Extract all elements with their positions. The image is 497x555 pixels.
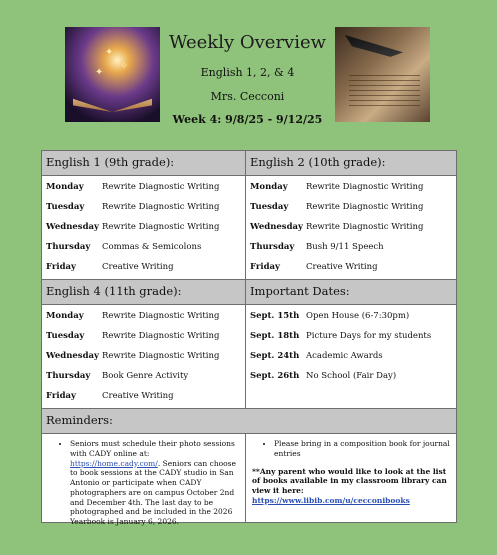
page-title: Weekly Overview <box>168 32 327 53</box>
open-book-shape <box>73 90 152 112</box>
reminders-row <box>42 433 456 526</box>
week-range: Week 4: 9/8/25 - 9/12/25 <box>172 113 323 126</box>
list-item: • Seniors must schedule their photo sessions with CADY online at: https://home.cady.com/. Seniors can choose to book sessions at the CADY studio in San Antonio or participate when CADY photographers are on campus October 2nd and December 4th. The last day to be photographed and be included in the 2026 Yearbook is January 6, 2026. <box>70 439 239 527</box>
list-item: Monday Rewrite Diagnostic Writing <box>250 182 424 192</box>
quill-book-image <box>335 27 430 122</box>
list-item: Monday Rewrite Diagnostic Writing <box>46 182 220 192</box>
magic-book-image <box>65 27 160 122</box>
reminder-list <box>48 439 239 527</box>
english2-heading: English 2 (10th grade): <box>246 151 456 175</box>
list-item: Tuesday Rewrite Diagnostic Writing <box>46 331 220 341</box>
schedule-table <box>41 150 457 526</box>
sparkle-icon: ✦ <box>95 67 104 78</box>
sparkle-icon: ✦ <box>105 47 114 58</box>
list-item: Wednesday Rewrite Diagnostic Writing <box>46 222 220 232</box>
list-item: Thursday Book Genre Activity <box>46 371 189 381</box>
list-item: Thursday Bush 9/11 Speech <box>250 242 384 252</box>
list-item: Sept. 18th Picture Days for my students <box>250 331 432 341</box>
reminders-heading: Reminders: <box>42 409 456 433</box>
list-item: Thursday Commas & Semicolons <box>46 242 202 252</box>
handwriting-lines <box>349 75 420 109</box>
schedule-row <box>42 175 456 279</box>
english1-heading: English 1 (9th grade): <box>42 151 246 175</box>
schedule-row <box>42 304 456 408</box>
list-item: Friday Creative Writing <box>46 391 174 401</box>
heading-row <box>42 408 456 433</box>
list-item: Sept. 24th Academic Awards <box>250 351 383 361</box>
quill-icon <box>345 35 415 73</box>
list-item: Tuesday Rewrite Diagnostic Writing <box>250 202 424 212</box>
list-item: Wednesday Rewrite Diagnostic Writing <box>46 351 220 361</box>
teacher-name: Mrs. Cecconi <box>210 90 285 103</box>
library-link[interactable]: https://www.libib.com/u/cecconibooks <box>252 495 410 505</box>
list-item: Friday Creative Writing <box>250 262 378 272</box>
list-item: Sept. 15th Open House (6-7:30pm) <box>250 311 410 321</box>
english4-heading: English 4 (11th grade): <box>42 280 246 304</box>
english1-list <box>42 176 246 279</box>
important-dates-heading: Important Dates: <box>246 280 456 304</box>
list-item: Wednesday Rewrite Diagnostic Writing <box>250 222 424 232</box>
list-item: Monday Rewrite Diagnostic Writing <box>46 311 220 321</box>
cady-link[interactable]: https://home.cady.com/ <box>70 458 158 468</box>
english2-list <box>246 176 456 279</box>
list-item: Sept. 26th No School (Fair Day) <box>250 371 397 381</box>
heading-row <box>42 279 456 304</box>
composition-reminder <box>246 434 456 522</box>
reminder-list <box>252 439 450 459</box>
heading-row <box>42 151 456 175</box>
sparkle-icon: ✧ <box>120 61 129 72</box>
library-note: **Any parent who would like to look at the list of books available in my classroom library can view it here: https://www.libib.com/u/cecconibooks <box>252 466 447 505</box>
list-item: Tuesday Rewrite Diagnostic Writing <box>46 202 220 212</box>
important-dates-list <box>246 305 456 408</box>
english4-list <box>42 305 246 408</box>
course-label: English 1, 2, & 4 <box>200 66 295 79</box>
list-item: Friday Creative Writing <box>46 262 174 272</box>
list-item: • Please bring in a composition book for journal entries <box>274 439 450 459</box>
senior-photo-reminder <box>42 434 246 526</box>
